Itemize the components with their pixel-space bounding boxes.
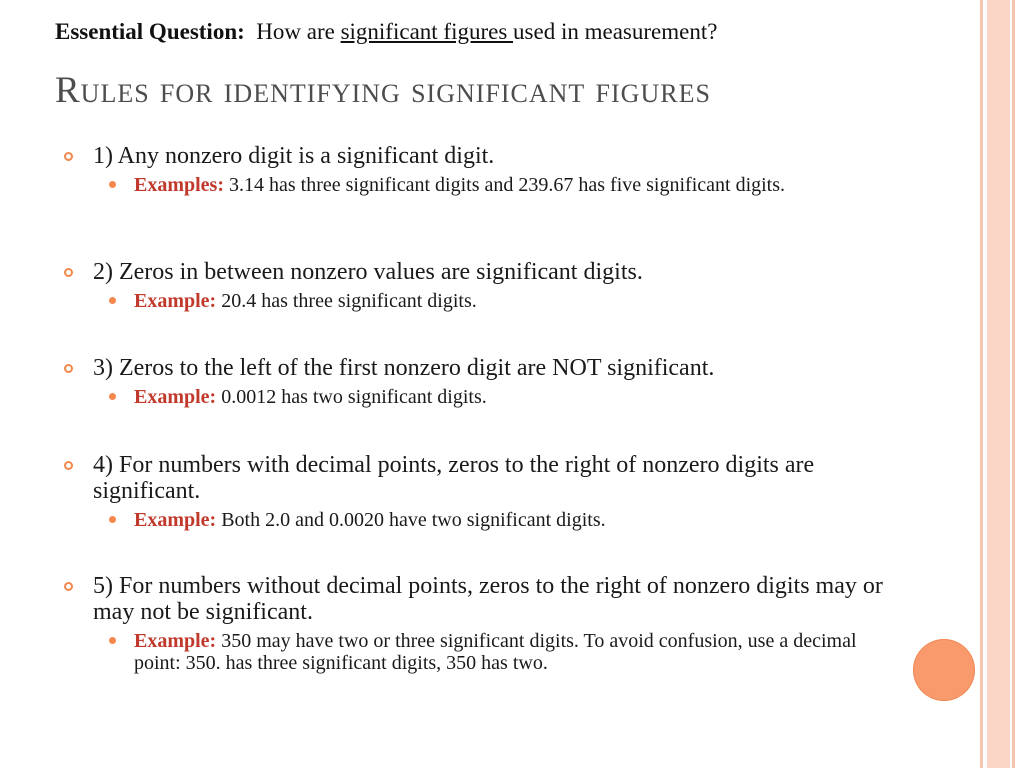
example-label: Example: bbox=[134, 509, 217, 531]
rule-text: 4) For numbers with decimal points, zeros to the right of nonzero digits are significant. bbox=[93, 452, 815, 504]
dot-bullet-icon bbox=[109, 393, 116, 400]
rule-text: 5) For numbers without decimal points, zeros to the right of nonzero digits may or may not be significant. bbox=[93, 573, 883, 625]
essential-question-underlined: significant figures bbox=[340, 19, 514, 44]
essential-question-label: Essential Question: bbox=[55, 19, 245, 44]
decorative-stripe-right bbox=[1012, 0, 1015, 768]
essential-question bbox=[55, 18, 717, 46]
dot-bullet-icon bbox=[109, 297, 116, 304]
example-text bbox=[134, 630, 904, 674]
ring-bullet-icon bbox=[64, 268, 73, 277]
dot-bullet-icon bbox=[109, 181, 116, 188]
decorative-circle bbox=[913, 639, 975, 701]
decorative-stripe-left bbox=[980, 0, 983, 768]
rule-text: 3) Zeros to the left of the first nonzero digit are NOT significant. bbox=[93, 355, 715, 381]
ring-bullet-icon bbox=[64, 364, 73, 373]
essential-question-text-before: How are bbox=[256, 19, 335, 44]
dot-bullet-icon bbox=[109, 637, 116, 644]
example-body: 350 may have two or three significant digits. To avoid confusion, use a decimal point: 350. has three significant digits, 350 has two. bbox=[134, 630, 857, 674]
example-body: 3.14 has three significant digits and 239.67 has five significant digits. bbox=[229, 174, 786, 196]
decorative-stripe-wide bbox=[987, 0, 1010, 768]
example-body: Both 2.0 and 0.0020 have two significant digits. bbox=[221, 509, 606, 531]
example-label: Examples: bbox=[134, 174, 224, 196]
ring-bullet-icon bbox=[64, 582, 73, 591]
ring-bullet-icon bbox=[64, 461, 73, 470]
slide-title: Rules for identifying significant figures bbox=[55, 70, 711, 111]
essential-question-text-after: used in measurement? bbox=[513, 19, 718, 44]
example-label: Example: bbox=[134, 630, 217, 652]
rule-text: 2) Zeros in between nonzero values are significant digits. bbox=[93, 259, 643, 285]
example-text bbox=[134, 509, 904, 531]
example-body: 20.4 has three significant digits. bbox=[221, 290, 477, 312]
example-text bbox=[134, 174, 904, 196]
ring-bullet-icon bbox=[64, 152, 73, 161]
example-label: Example: bbox=[134, 386, 217, 408]
example-label: Example: bbox=[134, 290, 217, 312]
example-text bbox=[134, 386, 904, 408]
dot-bullet-icon bbox=[109, 516, 116, 523]
rule-text: 1) Any nonzero digit is a significant digit. bbox=[93, 143, 495, 169]
example-body: 0.0012 has two significant digits. bbox=[221, 386, 487, 408]
example-text bbox=[134, 290, 904, 312]
